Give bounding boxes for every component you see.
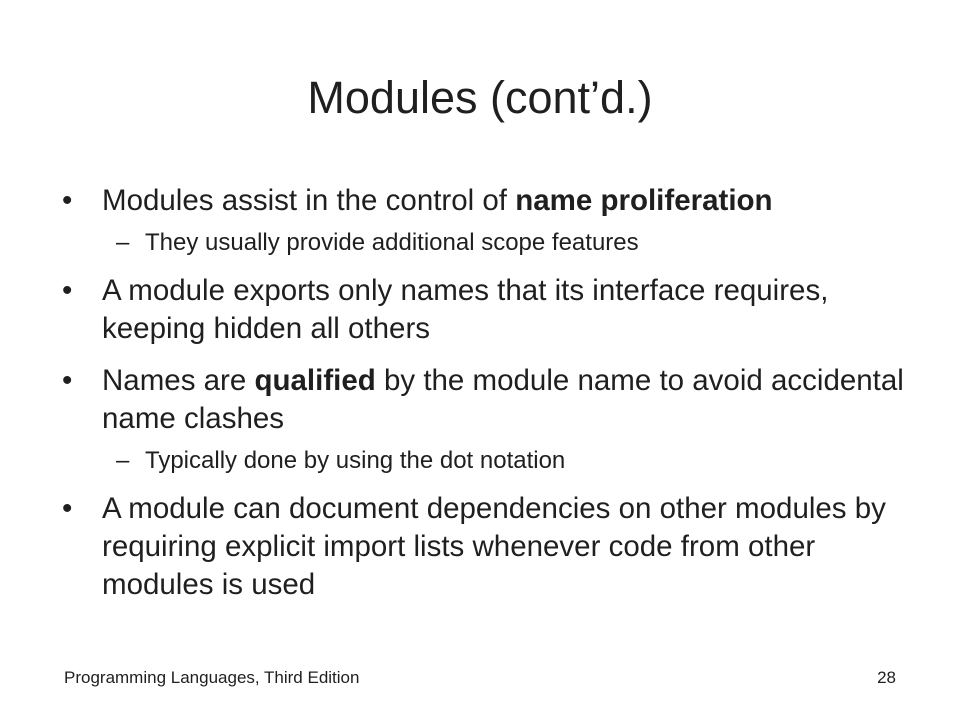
bold-term: name proliferation: [515, 184, 773, 217]
bullet-list: [60, 182, 920, 604]
sub-bullet-marker: –: [116, 229, 130, 256]
footer-book-title: Programming Languages, Third Edition: [64, 668, 360, 687]
sub-bullet-text: They usually provide additional scope features: [145, 229, 639, 256]
bullet-text: A module can document dependencies on other modules by requiring explicit import lists whenever code from other modules is used: [102, 492, 886, 601]
bullet-item-qualified: [60, 362, 920, 438]
bullet-item-dependencies: [60, 490, 920, 604]
bullet-item-exports: [60, 272, 920, 348]
bullet-text: Modules assist in the control of: [102, 184, 516, 217]
bullet-text: A module exports only names that its interface requires, keeping hidden all others: [102, 274, 829, 345]
bullet-marker: •: [62, 184, 73, 217]
bullet-text: Names are: [102, 364, 255, 397]
bullet-marker: •: [62, 492, 73, 525]
bullet-marker: •: [62, 274, 73, 307]
bold-term: qualified: [254, 364, 376, 397]
bullet-item-name-proliferation: [60, 182, 920, 220]
sub-bullet-scope-features: [60, 228, 920, 258]
sub-bullet-marker: –: [116, 447, 130, 474]
sub-bullet-dot-notation: [60, 446, 920, 476]
bullet-marker: •: [62, 364, 73, 397]
footer-page-number: 28: [877, 668, 896, 687]
sub-bullet-text: Typically done by using the dot notation: [145, 447, 566, 474]
slide-title: Modules (cont’d.): [307, 72, 653, 123]
bullet-text: by the module name to avoid accidental name clashes: [102, 364, 904, 435]
